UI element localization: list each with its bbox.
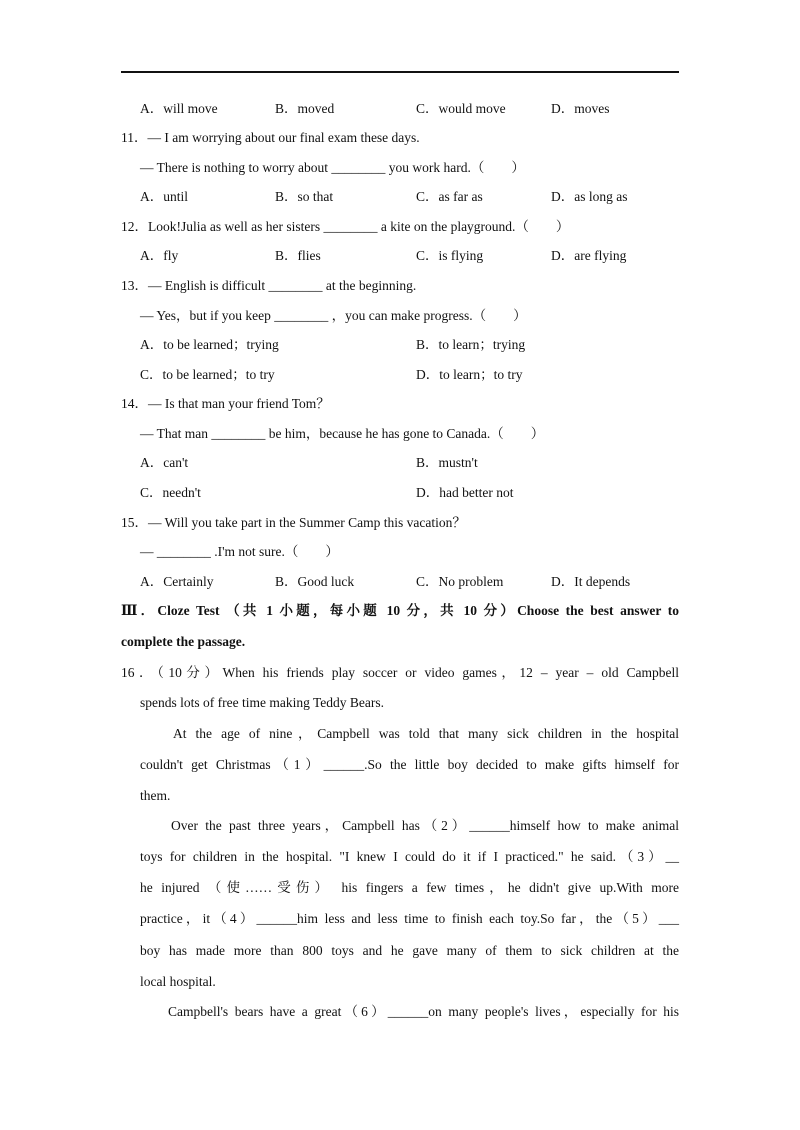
q13-option-d: D．to learn；to try: [416, 367, 523, 382]
q14-reply: — That man ________ be him，because he has gone to Canada.（ ）: [140, 426, 545, 441]
header-rule: [121, 71, 679, 73]
q11-option-c: C．as far as: [416, 189, 483, 204]
passage-p2-line-4: practice，it（4）______him less and less time to finish each toy.So far，the（5）___: [140, 911, 679, 926]
q12-option-c: C．is flying: [416, 248, 484, 263]
q13-option-b: B．to learn；trying: [416, 337, 526, 352]
q14-stem: 14．— Is that man your friend Tom？: [121, 396, 330, 411]
q13-stem: 13．— English is difficult ________ at the beginning.: [121, 278, 417, 293]
passage-p1-line-1: At the age of nine，Campbell was told that many sick children in the hospital: [173, 726, 679, 741]
section-heading-line2: complete the passage.: [121, 634, 246, 649]
q15-option-b: B．Good luck: [275, 574, 355, 589]
q10-option-a: A．will move: [140, 101, 218, 116]
q16-line-1: 16．（10分）When his friends play soccer or video games，12 – year – old Campbell: [121, 665, 679, 680]
q12-option-a: A．fly: [140, 248, 179, 263]
q10-option-c: C．would move: [416, 101, 506, 116]
q10-option-b: B．moved: [275, 101, 335, 116]
q15-stem: 15．— Will you take part in the Summer Camp this vacation？: [121, 515, 466, 530]
passage-p1-line-3: them.: [140, 788, 171, 803]
q14-option-d: D．had better not: [416, 485, 514, 500]
q14-option-c: C．needn't: [140, 485, 201, 500]
section-heading-line1: Ⅲ．Cloze Test （共 1 小题，每小题 10 分，共 10 分）Choose the best answer to: [121, 603, 679, 618]
q15-option-a: A．Certainly: [140, 574, 214, 589]
passage-p2-line-5: boy has made more than 800 toys and he gave many of them to sick children at the: [140, 943, 679, 958]
q12-stem: 12．Look!Julia as well as her sisters ________ a kite on the playground.（ ）: [121, 219, 570, 234]
q15-reply: — ________ .I'm not sure.（ ）: [140, 544, 339, 559]
q11-stem: 11．— I am worrying about our final exam these days.: [121, 130, 420, 145]
passage-p3-line-1: Campbell's bears have a great（6）______on many people's lives，especially for his: [168, 1004, 679, 1019]
passage-p1-line-2: couldn't get Christmas（1）______.So the little boy decided to make gifts himself for: [140, 757, 679, 772]
q11-option-a: A．until: [140, 189, 189, 204]
q12-option-d: D．are flying: [551, 248, 627, 263]
q12-option-b: B．flies: [275, 248, 321, 263]
passage-p2-line-2: toys for children in the hospital. "I knew I could do it if I practiced." he said.（3）__: [140, 849, 679, 864]
q11-option-d: D．as long as: [551, 189, 628, 204]
q16-line-2: spends lots of free time making Teddy Bears.: [140, 695, 385, 710]
passage-p2-line-1: Over the past three years，Campbell has（2）______himself how to make animal: [171, 818, 679, 833]
q13-reply: — Yes，but if you keep ________ ，you can make progress.（ ）: [140, 308, 527, 323]
q13-option-a: A．to be learned；trying: [140, 337, 279, 352]
q15-option-c: C．No problem: [416, 574, 504, 589]
q15-option-d: D．It depends: [551, 574, 631, 589]
passage-p2-line-3: he injured （使……受伤） his fingers a few times，he didn't give up.With more: [140, 880, 679, 895]
q11-option-b: B．so that: [275, 189, 334, 204]
q13-option-c: C．to be learned；to try: [140, 367, 275, 382]
q10-option-d: D．moves: [551, 101, 610, 116]
q14-option-b: B．mustn't: [416, 455, 478, 470]
passage-p2-line-6: local hospital.: [140, 974, 216, 989]
q11-reply: — There is nothing to worry about ________ you work hard.（ ）: [140, 160, 525, 175]
q14-option-a: A．can't: [140, 455, 189, 470]
